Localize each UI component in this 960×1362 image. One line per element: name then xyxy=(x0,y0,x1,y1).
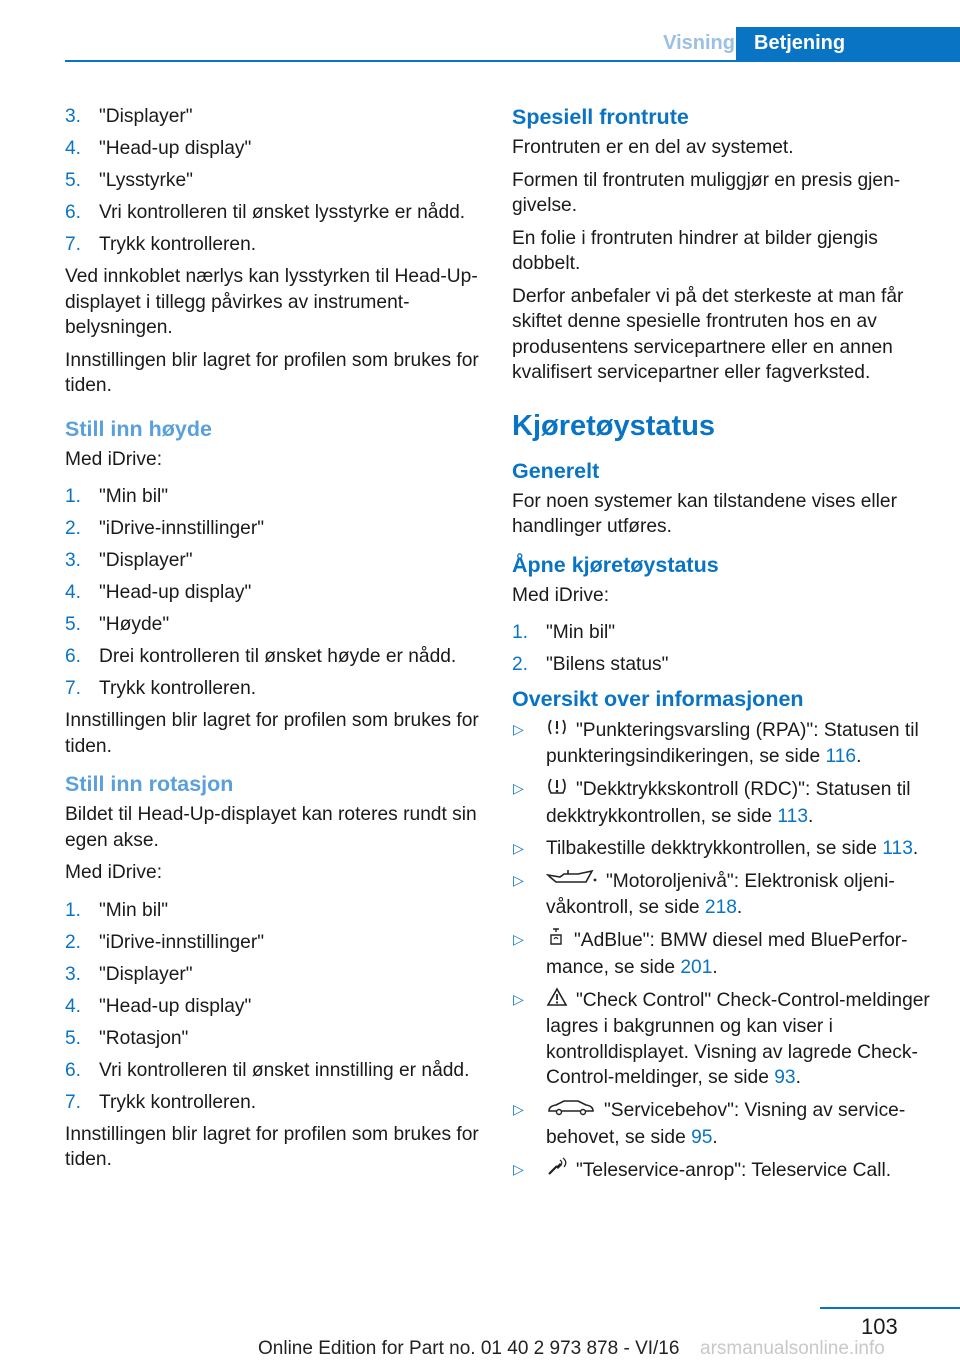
list-item xyxy=(65,136,481,162)
step-number: 4. xyxy=(65,995,82,1017)
paragraph: En folie i frontruten hindrer at bilder gjengis dobbelt. xyxy=(512,227,878,274)
info-overview-list xyxy=(512,717,932,1185)
step-text: "Min bil" xyxy=(99,486,169,507)
bullet-item xyxy=(512,1097,932,1150)
step-number: 3. xyxy=(65,550,82,571)
step-text: "Min bil" xyxy=(546,622,616,643)
bullet-text: "Dekktrykkskontroll (RDC)": Statusen til dekktrykkontrollen, se side xyxy=(546,778,911,827)
step-number: 3. xyxy=(65,963,82,985)
bullet-text: "Motoroljenivå": Elektronisk oljenivåkontroll, se side xyxy=(546,870,895,918)
paragraph: Med iDrive: xyxy=(512,584,610,606)
list-item xyxy=(65,644,481,670)
punctuation: . xyxy=(808,805,814,827)
step-text: "iDrive-innstillinger" xyxy=(99,518,265,539)
step-number: 6. xyxy=(65,202,82,223)
bullet-triangle-icon: ▷ xyxy=(513,839,524,856)
bullet-text: "AdBlue": BMW diesel med BluePerformance, se side xyxy=(546,929,908,978)
heading-kjoretoystatus: Kjøretøystatus xyxy=(512,409,716,442)
heading-oversikt: Oversikt over informasjonen xyxy=(512,686,804,711)
step-text: "Displayer" xyxy=(99,106,193,127)
step-number: 7. xyxy=(65,1091,82,1113)
paragraph: Formen til frontruten muliggjør en presis gjengivelse. xyxy=(512,169,901,216)
step-number: 5. xyxy=(65,614,82,635)
paragraph: Ved innkoblet nærlys kan lysstyrken til Head-Up-displayet i tillegg påvirkes av instrumentbelysningen. xyxy=(65,266,478,338)
step-number: 2. xyxy=(512,654,529,675)
bullet-item xyxy=(512,1157,932,1185)
heading-apne-kjoretoystatus: Åpne kjøretøystatus xyxy=(512,552,719,577)
list-item xyxy=(65,930,481,956)
list-item xyxy=(65,962,481,988)
list-item xyxy=(65,1026,481,1052)
step-text: "Høyde" xyxy=(99,614,170,635)
steps-rotation xyxy=(65,898,481,1116)
paragraph: Bildet til Head-Up-displayet kan roteres rundt sin egen akse. xyxy=(65,804,477,851)
step-text: Vri kontrolleren til ønsket lysstyrke er nådd. xyxy=(99,202,466,223)
step-number: 2. xyxy=(65,518,82,539)
bullet-item xyxy=(512,927,932,980)
step-text: Trykk kontrolleren. xyxy=(99,1091,257,1113)
step-text: "Lysstyrke" xyxy=(99,170,193,191)
step-text: "Displayer" xyxy=(99,550,193,571)
paragraph: Derfor anbefaler vi på det sterkeste at man får skiftet denne spesielle frontruten hos en av produsentens servicepartnere eller en annen kvalifisert servicepartner eller fagverksted. xyxy=(512,285,904,383)
service-car-icon xyxy=(546,1097,596,1125)
step-number: 4. xyxy=(65,138,82,159)
right-column xyxy=(512,104,932,1191)
list-item xyxy=(512,652,932,678)
punctuation: . xyxy=(712,956,718,978)
bullet-triangle-icon: ▷ xyxy=(513,990,524,1007)
adblue-icon xyxy=(546,927,566,955)
bullet-item xyxy=(512,836,932,862)
step-text: "Head-up display" xyxy=(99,995,252,1017)
step-text: "Rotasjon" xyxy=(99,1027,189,1049)
list-item xyxy=(65,232,481,258)
tab-betjening-label: Betjening xyxy=(754,32,846,54)
paragraph: Innstillingen blir lagret for profilen som brukes for tiden. xyxy=(65,349,479,396)
step-number: 5. xyxy=(65,1027,82,1049)
bullet-triangle-icon: ▷ xyxy=(513,780,524,796)
list-item xyxy=(65,898,481,924)
heading-generelt: Generelt xyxy=(512,458,600,483)
list-item xyxy=(65,1058,481,1084)
step-text: "Displayer" xyxy=(99,963,193,985)
step-number: 1. xyxy=(512,622,529,643)
bullet-triangle-icon: ▷ xyxy=(513,931,524,947)
bullet-item xyxy=(512,868,932,921)
bullet-text: "Punkteringsvarsling (RPA)": Statusen til punkteringsindikeringen, se side xyxy=(546,719,919,767)
page-link[interactable]: 113 xyxy=(882,837,913,859)
page-link[interactable]: 93 xyxy=(774,1067,796,1088)
step-text: "Head-up display" xyxy=(99,582,252,603)
header-rule xyxy=(65,60,960,62)
steps-brightness xyxy=(65,104,481,258)
page-link[interactable]: 218 xyxy=(704,897,737,918)
bullet-triangle-icon: ▷ xyxy=(513,871,524,888)
tab-visning[interactable]: Visning xyxy=(663,32,735,54)
step-text: Trykk kontrolleren. xyxy=(99,234,257,255)
paragraph: Innstillingen blir lagret for profilen som brukes for tiden. xyxy=(65,1123,479,1170)
step-number: 1. xyxy=(65,486,82,507)
bullet-text: "Teleservice-anrop": Teleservice Call. xyxy=(576,1159,892,1181)
list-item xyxy=(65,580,481,606)
oil-can-icon xyxy=(546,868,598,896)
step-text: "Head-up display" xyxy=(99,138,252,159)
step-number: 4. xyxy=(65,582,82,603)
page-link[interactable]: 201 xyxy=(680,956,713,978)
list-item xyxy=(65,104,481,130)
paragraph: Med iDrive: xyxy=(65,862,163,883)
list-item xyxy=(65,676,481,702)
step-text: Vri kontrolleren til ønsket innstilling er nådd. xyxy=(99,1059,470,1081)
step-number: 6. xyxy=(65,646,82,667)
list-item xyxy=(65,484,481,510)
step-number: 1. xyxy=(65,899,82,921)
bullet-item xyxy=(512,987,932,1091)
bullet-text: "Servicebehov": Visning av servicebehovet, se side xyxy=(546,1099,906,1148)
footer-rule xyxy=(820,1307,960,1309)
bullet-triangle-icon: ▷ xyxy=(513,1160,524,1177)
tab-betjening[interactable] xyxy=(736,27,960,62)
warning-triangle-icon xyxy=(546,987,568,1015)
heading-spesiell-frontrute: Spesiell frontrute xyxy=(512,105,689,129)
list-item xyxy=(65,168,481,194)
bullet-triangle-icon: ▷ xyxy=(513,1101,524,1117)
step-number: 6. xyxy=(65,1059,82,1081)
bullet-text: "Check Control" Check-Control-meldinger lagres i bakgrunnen og kan viser i kontrolldisplayet. Visning av lagrede Check-Control-meldinger, se side xyxy=(546,989,930,1088)
paragraph: For noen systemer kan tilstandene vises eller handlinger utføres. xyxy=(512,490,897,537)
list-item xyxy=(65,1090,481,1116)
heading-still-inn-rotasjon: Still inn rotasjon xyxy=(65,772,234,796)
punctuation: . xyxy=(912,837,919,859)
paragraph: Frontruten er en del av systemet. xyxy=(512,137,794,158)
edition-note: Online Edition for Part no. 01 40 2 973 878 - VI/16 xyxy=(258,1338,680,1359)
step-text: "Bilens status" xyxy=(546,654,669,675)
watermark: arsmanualsonline.info xyxy=(700,1338,885,1359)
paragraph: Innstillingen blir lagret for profilen som brukes for tiden. xyxy=(65,710,479,757)
punctuation: . xyxy=(795,1067,801,1088)
page-number: 103 xyxy=(861,1314,898,1339)
steps-open-status xyxy=(512,620,932,678)
paragraph: Med iDrive: xyxy=(65,448,163,470)
punctuation: . xyxy=(856,746,862,767)
list-item xyxy=(512,620,932,646)
step-number: 3. xyxy=(65,106,82,127)
list-item xyxy=(65,200,481,226)
punctuation: . xyxy=(736,897,743,918)
heading-still-inn-hoyde: Still inn høyde xyxy=(65,416,212,441)
page-link[interactable]: 113 xyxy=(777,805,809,827)
left-column xyxy=(65,104,481,1180)
step-text: Trykk kontrolleren. xyxy=(99,678,257,699)
punctuation: . xyxy=(712,1126,718,1148)
list-item xyxy=(65,994,481,1020)
step-number: 5. xyxy=(65,170,82,191)
bullet-triangle-icon: ▷ xyxy=(513,720,524,737)
step-number: 2. xyxy=(65,931,82,953)
bullet-item xyxy=(512,776,932,829)
page-header xyxy=(0,27,960,61)
bullet-item xyxy=(512,717,932,770)
step-text: Drei kontrolleren til ønsket høyde er nådd. xyxy=(99,646,457,667)
step-number: 7. xyxy=(65,234,82,255)
list-item xyxy=(65,516,481,542)
list-item xyxy=(65,548,481,574)
tire-pressure-icon xyxy=(546,776,568,804)
step-text: "iDrive-innstillinger" xyxy=(99,931,265,953)
list-item xyxy=(65,612,481,638)
warning-circle-icon xyxy=(546,717,568,745)
page-link[interactable]: 95 xyxy=(691,1126,713,1148)
steps-height xyxy=(65,484,481,702)
step-number: 7. xyxy=(65,678,82,699)
page-link[interactable]: 116 xyxy=(825,746,857,767)
step-text: "Min bil" xyxy=(99,899,169,921)
bullet-text: Tilbakestille dekktrykkontrollen, se side xyxy=(546,837,883,859)
wrench-signal-icon xyxy=(546,1157,568,1185)
